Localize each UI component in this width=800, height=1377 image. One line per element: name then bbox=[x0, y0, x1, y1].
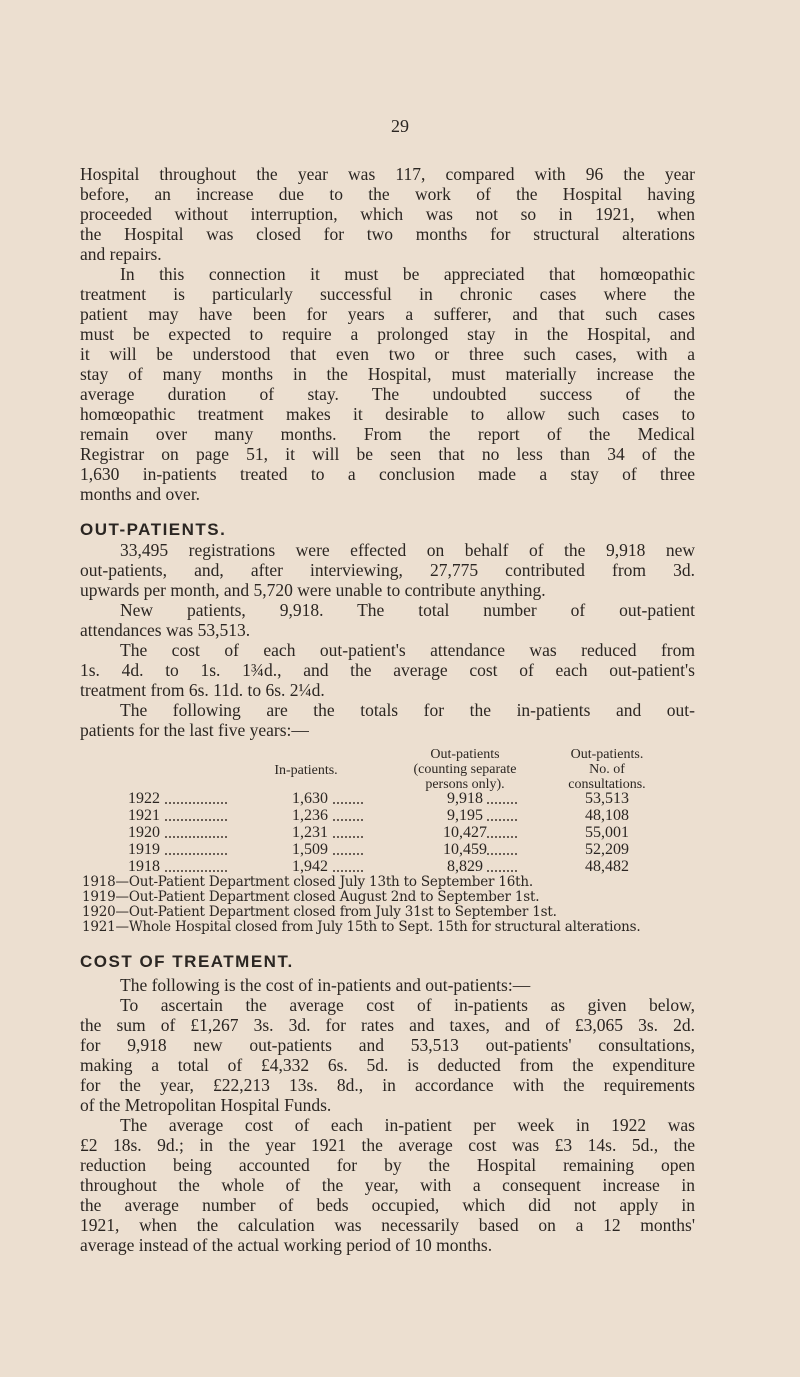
in-patients-cell: 1,630 bbox=[292, 790, 328, 807]
year-cell: 1921 bbox=[128, 807, 160, 824]
consultations-cell: 55,001 bbox=[585, 824, 629, 841]
table-row bbox=[0, 824, 800, 841]
header-line: consultations. bbox=[568, 777, 646, 792]
page-number: 29 bbox=[391, 116, 409, 136]
paragraph bbox=[80, 600, 695, 640]
text-line: the sum of £1,267 3s. 3d. for rates and taxes, and of £3,065 3s. 2d. bbox=[80, 1015, 695, 1035]
text-line: In this connection it must be appreciated that homœopathic bbox=[120, 264, 695, 284]
dot-leader bbox=[333, 836, 363, 838]
in-patients-cell: 1,509 bbox=[292, 841, 328, 858]
in-patients-cell: 1,236 bbox=[292, 807, 328, 824]
text-line: homœopathic treatment makes it desirable to allow such cases to bbox=[80, 404, 695, 424]
text-line: The cost of each out-patient's attendance was reduced from bbox=[120, 640, 695, 660]
cost-of-treatment-section bbox=[80, 975, 695, 1255]
header-line: persons only). bbox=[425, 777, 505, 792]
text-line: 33,495 registrations were effected on behalf of the 9,918 new bbox=[120, 540, 695, 560]
out-patients-section bbox=[80, 540, 695, 740]
text-line: attendances was 53,513. bbox=[80, 620, 251, 640]
cost-of-treatment-heading: COST OF TREATMENT. bbox=[80, 952, 294, 971]
out-patients-persons-cell: 8,829 bbox=[447, 858, 483, 875]
paragraph bbox=[80, 995, 695, 1115]
text-line: New patients, 9,918. The total number of out-patient bbox=[120, 600, 695, 620]
paragraph bbox=[80, 264, 695, 504]
header-line: Out-patients. bbox=[570, 747, 644, 762]
dot-leader bbox=[487, 836, 517, 838]
dot-leader bbox=[487, 853, 517, 855]
text-line: upwards per month, and 5,720 were unable to contribute anything. bbox=[80, 580, 546, 600]
text-line: To ascertain the average cost of in-patients as given below, bbox=[120, 995, 695, 1015]
paragraph bbox=[80, 700, 695, 740]
dot-leader bbox=[165, 836, 227, 838]
out-patients-persons-cell: 10,459 bbox=[443, 841, 487, 858]
text-line: 1921, when the calculation was necessarily based on a 12 months' bbox=[80, 1215, 695, 1235]
text-line: making a total of £4,332 6s. 5d. is deducted from the expenditure bbox=[80, 1055, 695, 1075]
table-row bbox=[0, 858, 800, 875]
text-line: reduction being accounted for by the Hospital remaining open bbox=[80, 1155, 695, 1175]
paragraph bbox=[80, 1115, 695, 1255]
out-patients-persons-cell: 9,195 bbox=[447, 807, 483, 824]
year-cell: 1919 bbox=[128, 841, 160, 858]
out-patients-persons-cell: 10,427 bbox=[443, 824, 487, 841]
text-line: for the year, £22,213 13s. 8d., in accordance with the requirements bbox=[80, 1075, 695, 1095]
consultations-cell: 48,108 bbox=[585, 807, 629, 824]
year-cell: 1920 bbox=[128, 824, 160, 841]
closure-note: 1919—Out-Patient Department closed August 2nd to September 1st. bbox=[82, 889, 540, 905]
year-cell: 1922 bbox=[128, 790, 160, 807]
text-line: it will be understood that even two or three such cases, with a bbox=[80, 344, 695, 364]
text-line: proceeded without interruption, which was not so in 1921, when bbox=[80, 204, 695, 224]
table-row bbox=[0, 790, 800, 807]
header-line: No. of bbox=[589, 762, 625, 777]
paragraph bbox=[80, 164, 695, 264]
out-patients-persons-cell: 9,918 bbox=[447, 790, 483, 807]
table-row bbox=[0, 807, 800, 824]
paragraph bbox=[80, 975, 695, 995]
text-line: The following are the totals for the in-patients and out- bbox=[120, 700, 695, 720]
intro-section bbox=[80, 164, 695, 504]
dot-leader bbox=[333, 870, 363, 872]
text-line: throughout the whole of the year, with a consequent increase in bbox=[80, 1175, 695, 1195]
header-line: (counting separate bbox=[413, 762, 517, 777]
year-cell: 1918 bbox=[128, 858, 160, 875]
paragraph bbox=[80, 540, 695, 600]
text-line: out-patients, and, after interviewing, 27,775 contributed from 3d. bbox=[80, 560, 695, 580]
dot-leader bbox=[487, 819, 517, 821]
text-line: of the Metropolitan Hospital Funds. bbox=[80, 1095, 332, 1115]
dot-leader bbox=[487, 802, 517, 804]
dot-leader bbox=[333, 819, 363, 821]
text-line: remain over many months. From the report of the Medical bbox=[80, 424, 695, 444]
text-line: the average number of beds occupied, which did not apply in bbox=[80, 1195, 695, 1215]
closure-note: 1920—Out-Patient Department closed from July 31st to September 1st. bbox=[82, 904, 557, 920]
in-patients-cell: 1,231 bbox=[292, 824, 328, 841]
in-patients-cell: 1,942 bbox=[292, 858, 328, 875]
consultations-cell: 52,209 bbox=[585, 841, 629, 858]
text-line: months and over. bbox=[80, 484, 201, 504]
text-line: The average cost of each in-patient per week in 1922 was bbox=[120, 1115, 695, 1135]
text-line: the Hospital was closed for two months for structural alterations bbox=[80, 224, 695, 244]
closure-note: 1921—Whole Hospital closed from July 15th to Sept. 15th for structural alterations. bbox=[82, 919, 641, 935]
text-line: for 9,918 new out-patients and 53,513 out-patients' consultations, bbox=[80, 1035, 695, 1055]
consultations-cell: 48,482 bbox=[585, 858, 629, 875]
dot-leader bbox=[487, 870, 517, 872]
out-patients-heading: OUT-PATIENTS. bbox=[80, 520, 227, 539]
dot-leader bbox=[165, 802, 227, 804]
header-out-patients-consultations bbox=[507, 747, 707, 792]
dot-leader bbox=[333, 802, 363, 804]
text-line: average duration of stay. The undoubted success of the bbox=[80, 384, 695, 404]
dot-leader bbox=[165, 819, 227, 821]
text-line: stay of many months in the Hospital, must materially increase the bbox=[80, 364, 695, 384]
consultations-cell: 53,513 bbox=[585, 790, 629, 807]
dot-leader bbox=[165, 853, 227, 855]
paragraph bbox=[80, 640, 695, 700]
text-line: before, an increase due to the work of the Hospital having bbox=[80, 184, 695, 204]
text-line: patients for the last five years:— bbox=[80, 720, 309, 740]
text-line: £2 18s. 9d.; in the year 1921 the average cost was £3 14s. 5d., the bbox=[80, 1135, 695, 1155]
text-line: treatment from 6s. 11d. to 6s. 2¼d. bbox=[80, 680, 325, 700]
text-line: and repairs. bbox=[80, 244, 162, 264]
table-row bbox=[0, 841, 800, 858]
header-line: In-patients. bbox=[274, 763, 338, 778]
text-line: patient may have been for years a sufferer, and that such cases bbox=[80, 304, 695, 324]
text-line: Hospital throughout the year was 117, compared with 96 the year bbox=[80, 164, 695, 184]
text-line: average instead of the actual working period of 10 months. bbox=[80, 1235, 493, 1255]
text-line: The following is the cost of in-patients and out-patients:— bbox=[120, 975, 531, 995]
text-line: treatment is particularly successful in chronic cases where the bbox=[80, 284, 695, 304]
dot-leader bbox=[333, 853, 363, 855]
dot-leader bbox=[165, 870, 227, 872]
closure-note: 1918—Out-Patient Department closed July 13th to September 16th. bbox=[82, 874, 533, 890]
header-line: Out-patients bbox=[430, 747, 500, 762]
text-line: must be expected to require a prolonged stay in the Hospital, and bbox=[80, 324, 695, 344]
text-line: Registrar on page 51, it will be seen that no less than 34 of the bbox=[80, 444, 695, 464]
closure-notes bbox=[82, 875, 702, 935]
text-line: 1s. 4d. to 1s. 1¾d., and the average cost of each out-patient's bbox=[80, 660, 695, 680]
text-line: 1,630 in-patients treated to a conclusion made a stay of three bbox=[80, 464, 695, 484]
